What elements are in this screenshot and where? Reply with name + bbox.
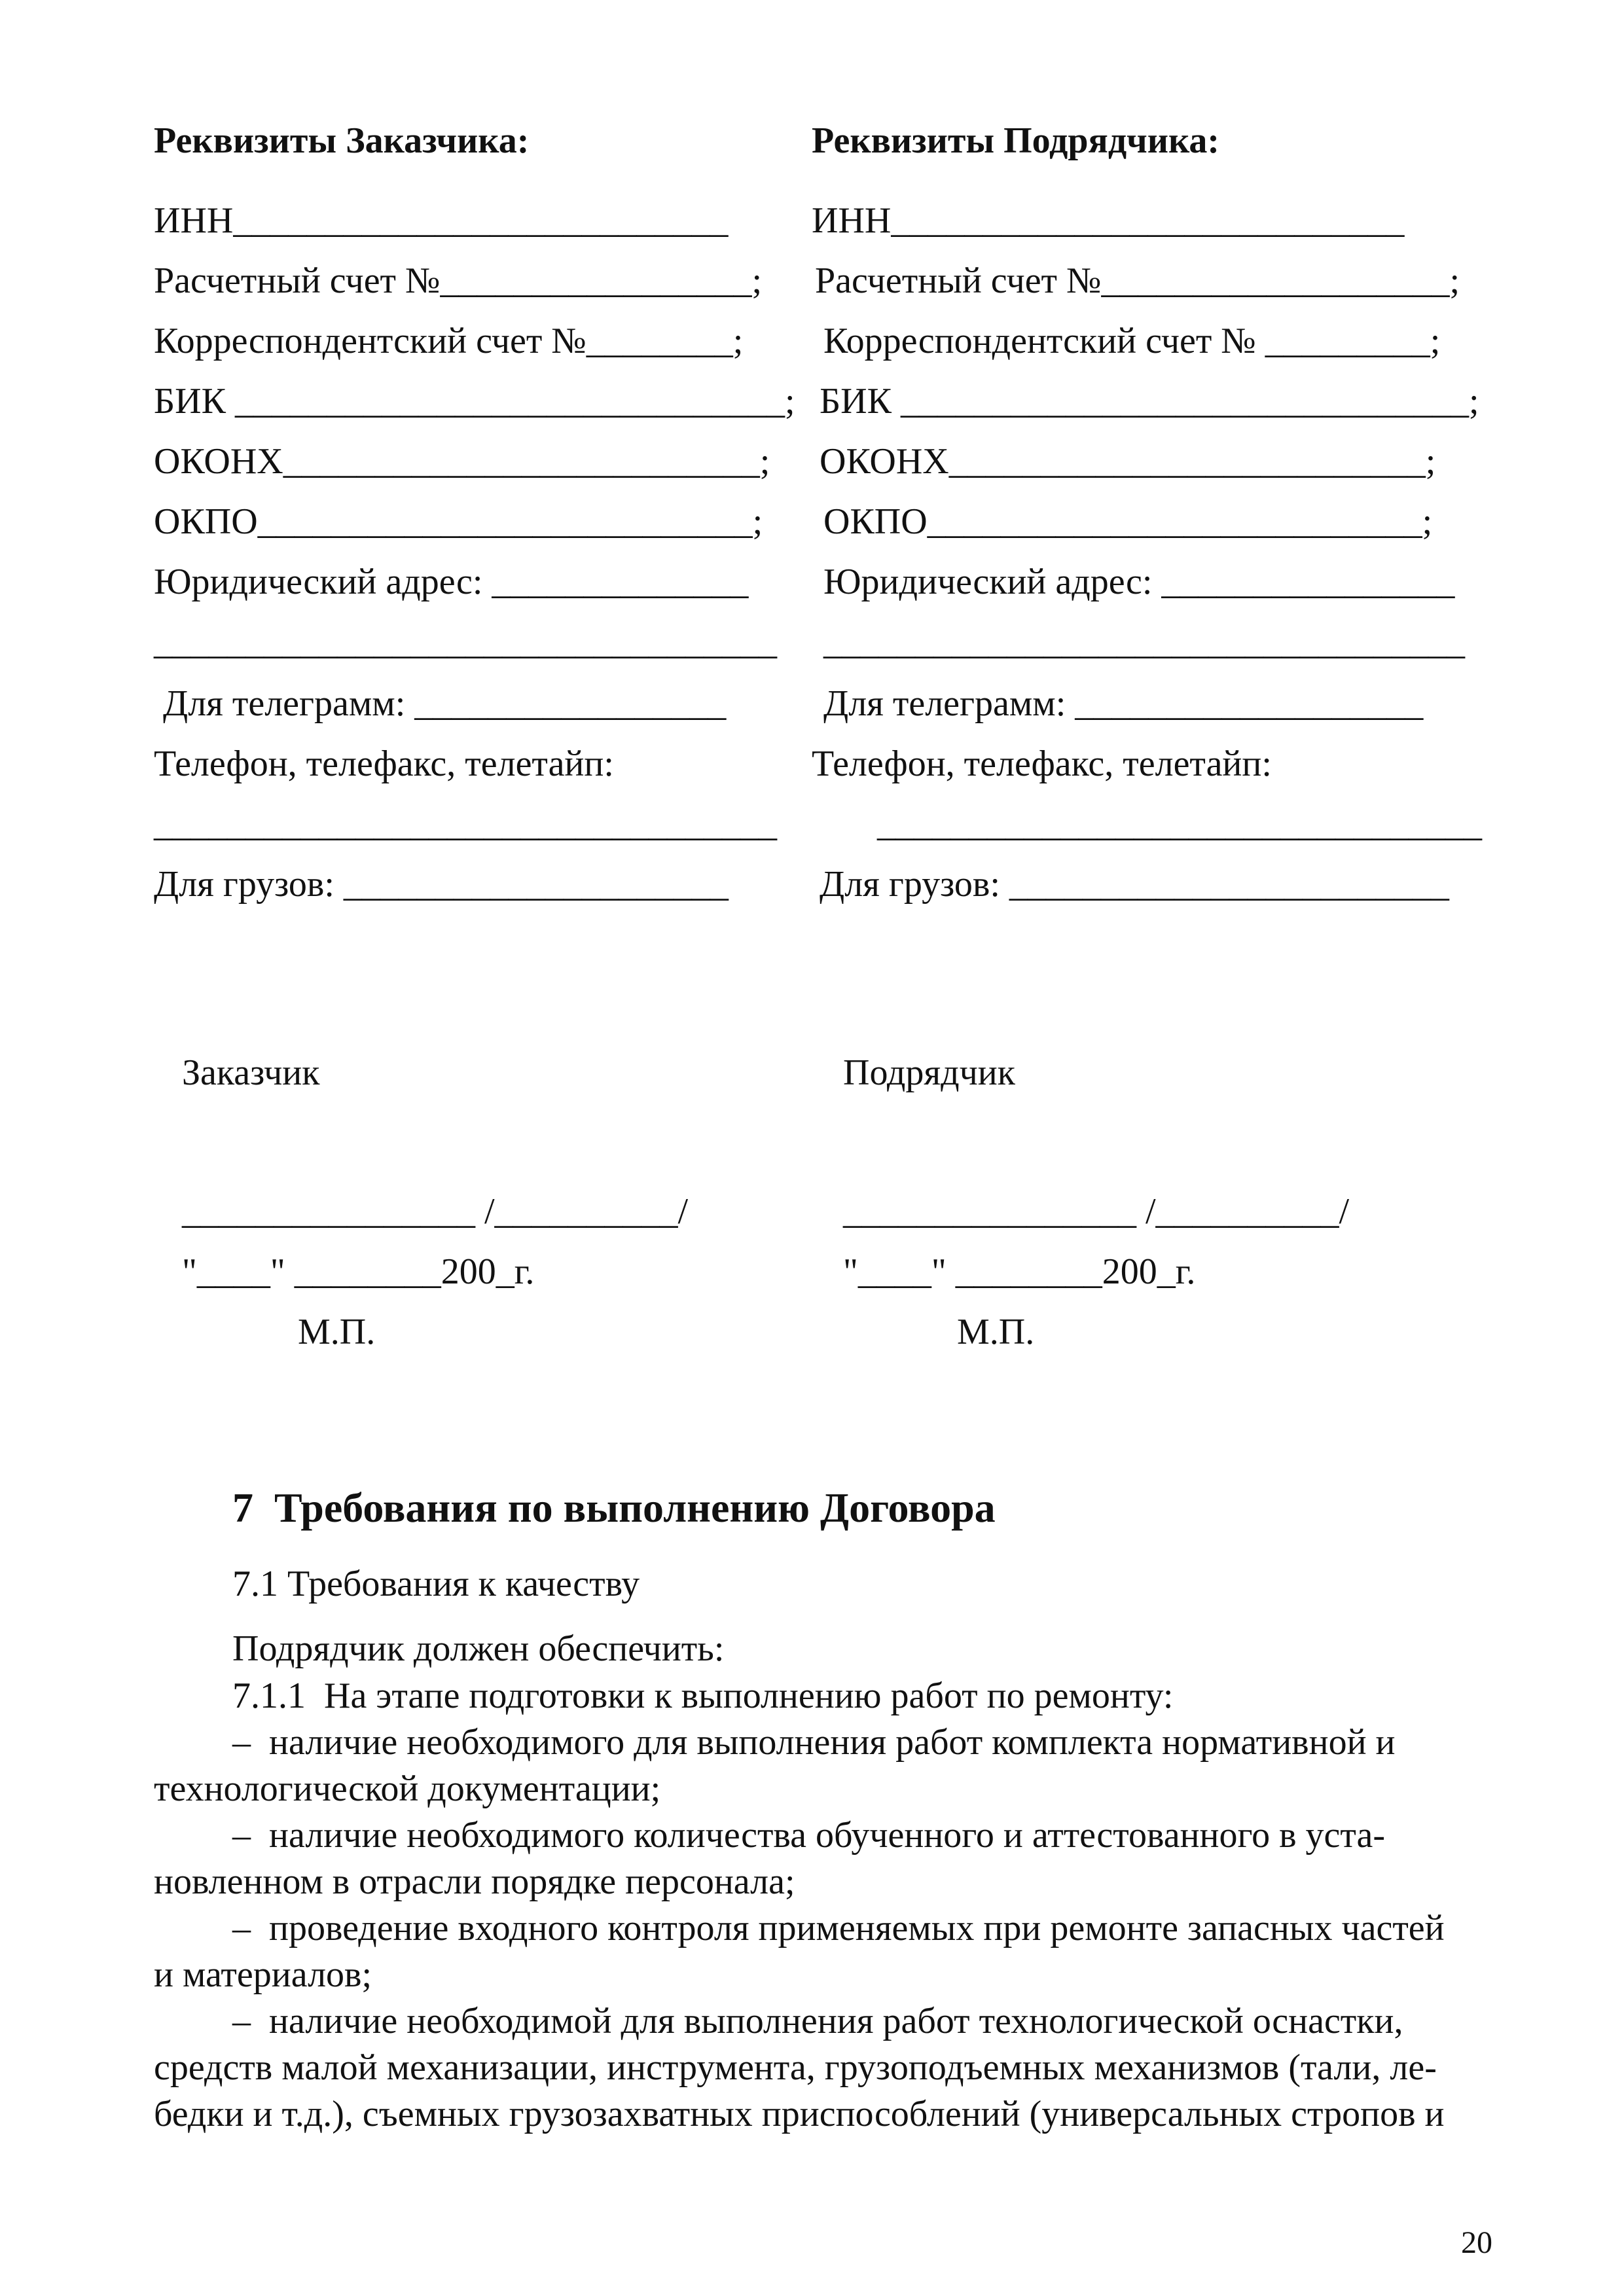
contractor-corr-account: Корреспондентский счет № _________; bbox=[823, 321, 1441, 361]
customer-telegram: Для телеграмм: _________________ bbox=[154, 683, 727, 724]
contractor-inn: ИНН____________________________ bbox=[812, 200, 1405, 241]
customer-address: Юридический адрес: ______________ bbox=[154, 562, 749, 602]
customer-bik: БИК ______________________________; bbox=[154, 381, 795, 422]
customer-signature-line: ________________ /__________/ bbox=[182, 1191, 689, 1232]
customer-stamp-label: М.П. bbox=[298, 1312, 376, 1352]
customer-address-line2: __________________________________ bbox=[154, 622, 777, 662]
contractor-role-label: Подрядчик bbox=[843, 1052, 1015, 1093]
customer-role-label: Заказчик bbox=[182, 1052, 320, 1093]
contractor-account: Расчетный счет №___________________; bbox=[815, 260, 1460, 301]
contractor-telegram: Для телеграмм: ___________________ bbox=[823, 683, 1424, 724]
contractor-address-line2: ___________________________________ bbox=[823, 622, 1465, 662]
contractor-requisites-heading: Реквизиты Подрядчика: bbox=[812, 120, 1220, 161]
page-number: 20 bbox=[1461, 2225, 1492, 2260]
customer-inn: ИНН___________________________ bbox=[154, 200, 729, 241]
contractor-phones: Телефон, телефакс, телетайп: bbox=[812, 744, 1272, 784]
body-line: – наличие необходимого количества обученного и аттестованного в уста- bbox=[232, 1815, 1386, 1856]
section-heading: 7 Требования по выполнению Договора bbox=[232, 1484, 996, 1531]
contractor-phones-line2: _________________________________ bbox=[877, 804, 1482, 844]
customer-phones-line2: __________________________________ bbox=[154, 804, 777, 844]
contractor-date-line: "____" ________200_г. bbox=[843, 1251, 1196, 1292]
body-line: – наличие необходимой для выполнения работ технологической оснастки, bbox=[232, 2001, 1403, 2041]
body-line: бедки и т.д.), съемных грузозахватных приспособлений (универсальных стропов и bbox=[154, 2094, 1445, 2134]
contractor-bik: БИК _______________________________; bbox=[820, 381, 1479, 422]
section-item-heading: 7.1.1 На этапе подготовки к выполнению работ по ремонту: bbox=[232, 1676, 1174, 1716]
body-line: – проведение входного контроля применяемых при ремонте запасных частей bbox=[232, 1908, 1445, 1948]
body-line: – наличие необходимого для выполнения работ комплекта нормативной и bbox=[232, 1722, 1396, 1763]
customer-corr-account: Корреспондентский счет №________; bbox=[154, 321, 744, 361]
body-line: технологической документации; bbox=[154, 1768, 661, 1809]
customer-requisites-heading: Реквизиты Заказчика: bbox=[154, 120, 530, 161]
customer-okonh: ОКОНХ__________________________; bbox=[154, 441, 770, 482]
customer-okpo: ОКПО___________________________; bbox=[154, 501, 763, 542]
contractor-okonh: ОКОНХ__________________________; bbox=[820, 441, 1436, 482]
body-line: и материалов; bbox=[154, 1954, 372, 1995]
section-intro: Подрядчик должен обеспечить: bbox=[232, 1628, 725, 1669]
contractor-cargo: Для грузов: ________________________ bbox=[820, 864, 1449, 905]
contractor-signature-line: ________________ /__________/ bbox=[843, 1191, 1350, 1232]
customer-cargo: Для грузов: _____________________ bbox=[154, 864, 729, 905]
customer-account: Расчетный счет №_________________; bbox=[154, 260, 763, 301]
customer-phones: Телефон, телефакс, телетайп: bbox=[154, 744, 614, 784]
body-line: новленном в отрасли порядке персонала; bbox=[154, 1861, 795, 1902]
contractor-address: Юридический адрес: ________________ bbox=[823, 562, 1455, 602]
section-subheading: 7.1 Требования к качеству bbox=[232, 1564, 640, 1604]
customer-date-line: "____" ________200_г. bbox=[182, 1251, 535, 1292]
contractor-stamp-label: М.П. bbox=[957, 1312, 1035, 1352]
body-line: средств малой механизации, инструмента, грузоподъемных механизмов (тали, ле- bbox=[154, 2047, 1437, 2088]
contractor-okpo: ОКПО___________________________; bbox=[823, 501, 1433, 542]
